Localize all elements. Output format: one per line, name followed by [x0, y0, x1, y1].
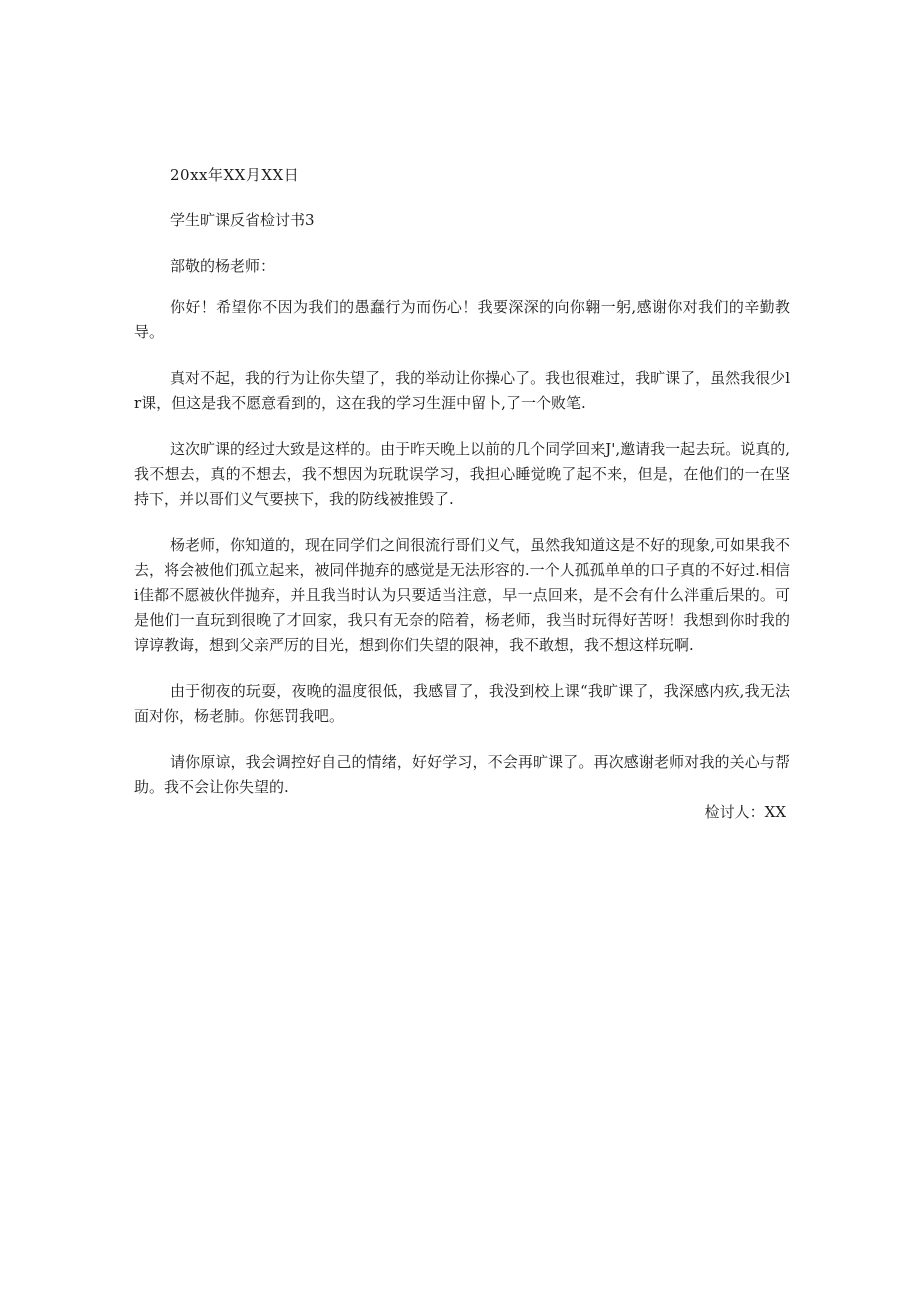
paragraph-list — [134, 295, 790, 821]
paragraph-circumstances: 这次旷课的经过大致是这样的。由于昨天晚上以前的几个同学回来J',邀请我一起去玩。说真的,我不想去，真的不想去，我不想因为玩耽误学习，我担心睡觉晚了起不来，但是，在他们的一在坚持下，并以哥们义气要挟下，我的防线被推毁了. — [134, 440, 790, 508]
paragraph-greeting: 你好！希望你不因为我们的愚蠢行为而伤心！我要深深的向你翱一躬,感谢你对我们的辛勤教导。 — [134, 298, 790, 341]
document-title: 学生旷课反省检讨书3 — [170, 211, 315, 229]
paragraph-consequence: 由于彻夜的玩耍，夜晚的温度很低，我感冒了，我没到校上课“我旷课了，我深感内疚,我无法面对你，杨老肺。你惩罚我吧。 — [134, 682, 790, 725]
paragraph-promise: 请你原谅，我会调控好自己的情绪，好好学习，不会再旷课了。再次感谢老师对我的关心与帮助。我不会让你失望的. — [134, 753, 790, 796]
paragraph-explanation: 杨老师，你知道的，现在同学们之间很流行哥们义气，虽然我知道这是不好的现象,可如果我不去，将会被他们孤立起来，被同伴抛弃的感觉是无法形容的.一个人孤孤单单的口子真的不好过.相信i佳都不愿被伙伴抛弃，并且我当时认为只要适当注意，早一点回来，是不会有什么泮重后果的。可是他们一直玩到很晚了才回家，我只有无奈的陪着，杨老师，我当时玩得好苦呀！我想到你时我的谆谆教诲，想到父亲严厉的目光，想到你们失望的限神，我不敢想，我不想这样玩啊. — [134, 536, 790, 654]
paragraph-apology: 真对不起，我的行为让你失望了，我的举动让你操心了。我也很难过，我旷课了，虽然我很少lr课，但这是我不愿意看到的，这在我的学习生涯中留卜,了一个败笔. — [134, 369, 790, 412]
signature: 检讨人：XX — [704, 803, 786, 821]
salutation: 部敬的杨老师： — [170, 257, 276, 275]
document-date: 20xx年XX月XX日 — [170, 166, 300, 184]
